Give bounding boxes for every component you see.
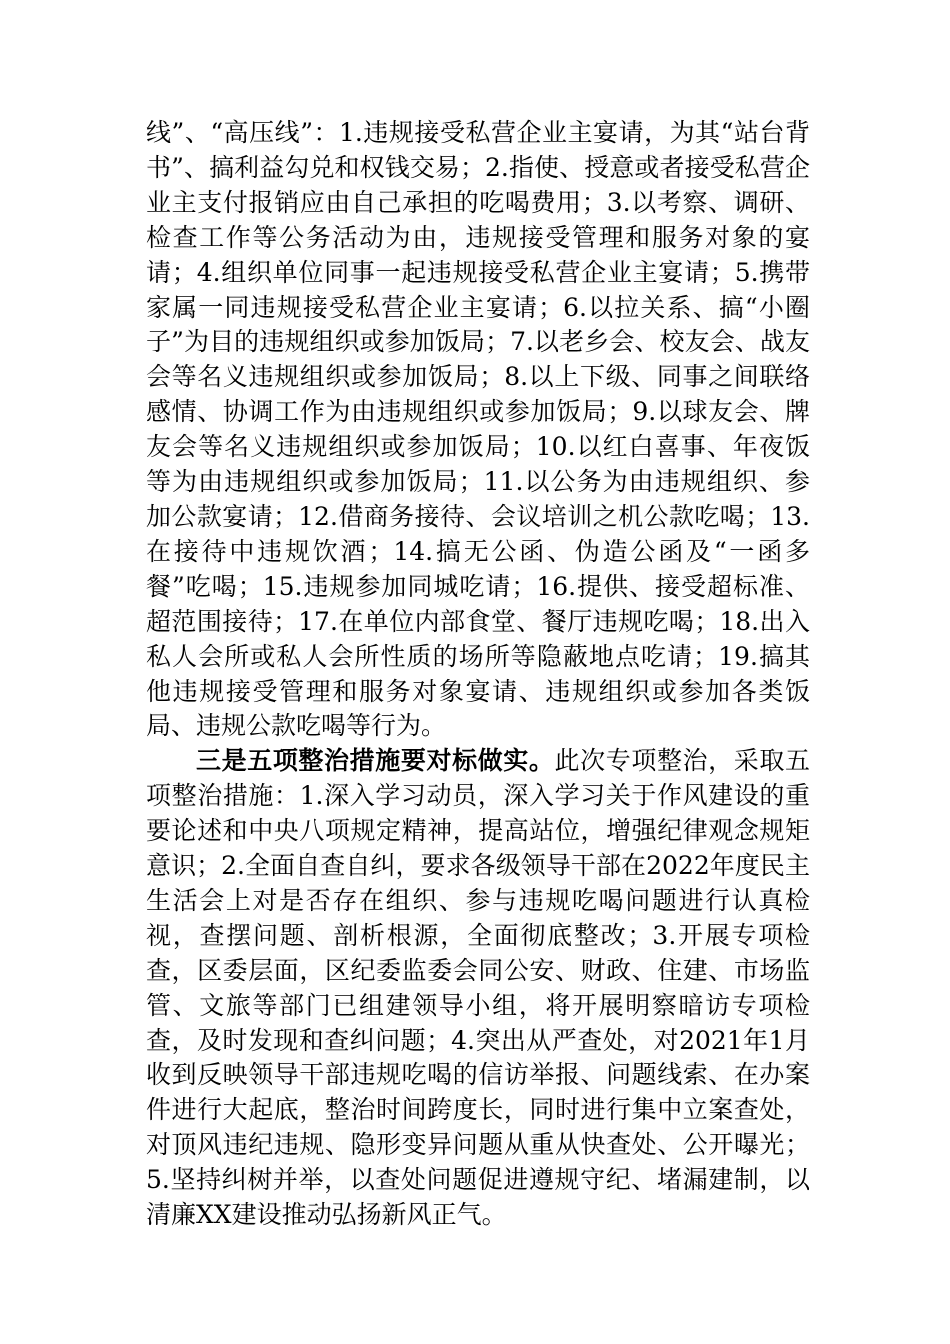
document-page <box>146 116 810 1233</box>
paragraph-measures <box>146 744 810 1233</box>
paragraph-lead-heading: 三是五项整治措施要对标做实。 <box>196 746 555 776</box>
paragraph-violations-list <box>146 116 810 744</box>
paragraph-text: 此次专项整治，采取五项整治措施：1.深入学习动员，深入学习关于作风建设的重要论述和中央八项规定精神，提高站位，增强纪律观念规矩意识；2.全面自查自纠，要求各级领导干部在2022年度民主生活会上对是否存在组织、参与违规吃喝问题进行认真检视，查摆问题、剖析根源，全面彻底整改；3.开展专项检查，区委层面，区纪委监委会同公安、财政、住建、市场监管、文旅等部门已组建领导小组，将开展明察暗访专项检查，及时发现和查纠问题；4.突出从严查处，对2021年1月收到反映领导干部违规吃喝的信访举报、问题线索、在办案件进行大起底，整治时间跨度长，同时进行集中立案查处，对顶风违纪违规、隐形变异问题从重从快查处、公开曝光；5.坚持纠树并举，以查处问题促进遵规守纪、堵漏建制，以清廉XX建设推动弘扬新风正气。 <box>146 746 810 1230</box>
paragraph-text: 线”、“高压线”：1.违规接受私营企业主宴请，为其“站台背书”、搞利益勾兑和权钱交易；2.指使、授意或者接受私营企业主支付报销应由自己承担的吃喝费用；3.以考察、调研、检查工作等公务活动为由，违规接受管理和服务对象的宴请；4.组织单位同事一起违规接受私营企业主宴请；5.携带家属一同违规接受私营企业主宴请；6.以拉关系、搞“小圈子”为目的违规组织或参加饭局；7.以老乡会、校友会、战友会等名义违规组织或参加饭局；8.以上下级、同事之间联络感情、协调工作为由违规组织或参加饭局；9.以球友会、牌友会等名义违规组织或参加饭局；10.以红白喜事、年夜饭等为由违规组织或参加饭局；11.以公务为由违规组织、参加公款宴请；12.借商务接待、会议培训之机公款吃喝；13.在接待中违规饮酒；14.搞无公函、伪造公函及“一函多餐”吃喝；15.违规参加同城吃请；16.提供、接受超标准、超范围接待；17.在单位内部食堂、餐厅违规吃喝；18.出入私人会所或私人会所性质的场所等隐蔽地点吃请；19.搞其他违规接受管理和服务对象宴请、违规组织或参加各类饭局、违规公款吃喝等行为。 <box>146 118 810 741</box>
